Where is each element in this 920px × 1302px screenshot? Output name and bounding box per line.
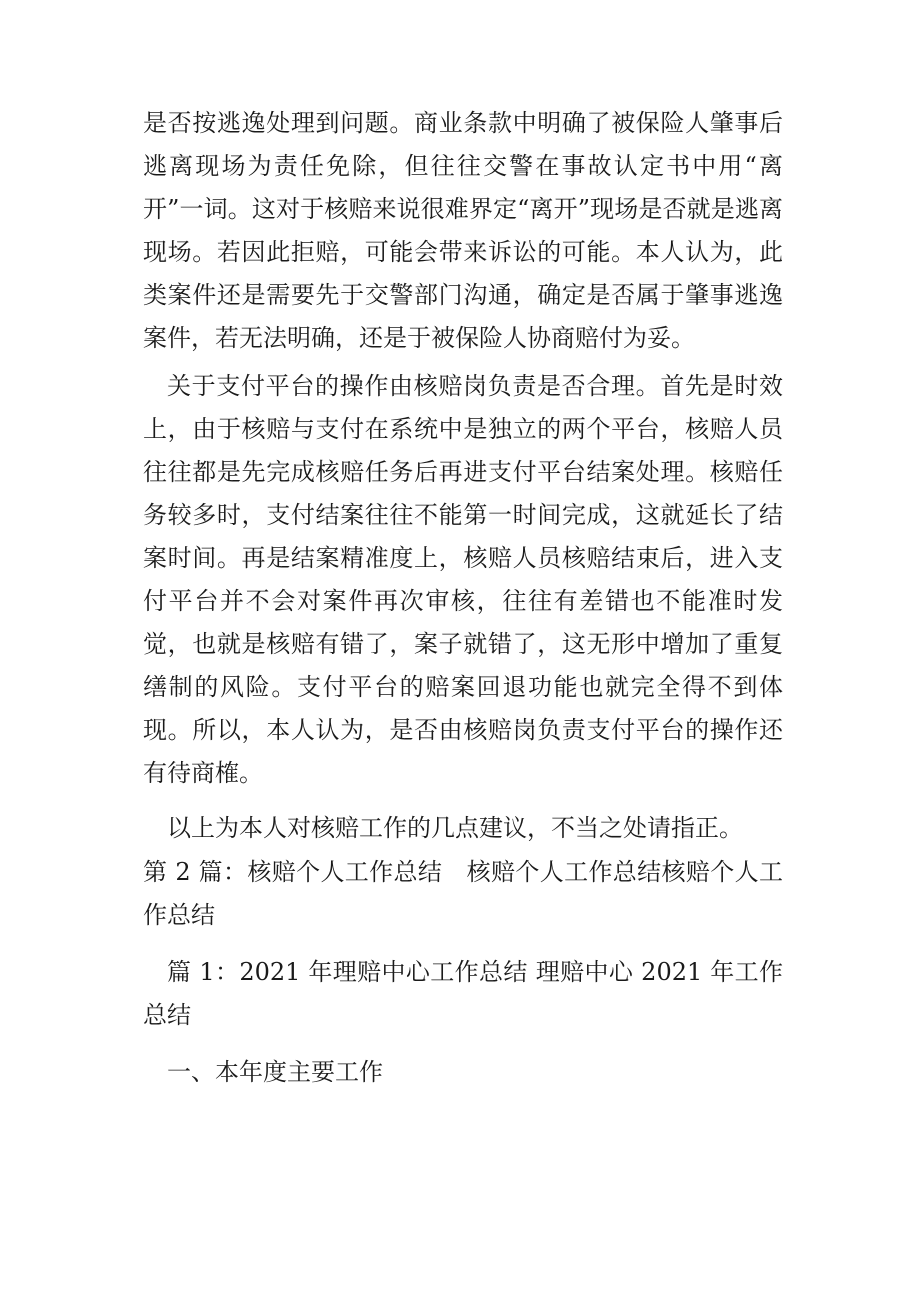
paragraph-closing-remark: 以上为本人对核赔工作的几点建议，不当之处请指正。 [167,814,743,842]
paragraph-escape-handling: 是否按逃逸处理到问题。商业条款中明确了被保险人肇事后逃离现场为责任免除，但往往交警在事故认定书中用“离开”一词。这对于核赔来说很难界定“离开”现场是否就是逃离现场。若因此拒赔，可能会带来诉讼的可能。本人认为，此类案件还是需要先于交警部门沟通，确定是否属于肇事逃逸案件，若无法明确，还是于被保险人协商赔付为妥。 [143,109,783,352]
section-heading-article-1: 篇 1：2021 年理赔中心工作总结 理赔中心 2021 年工作总结 [143,958,783,1029]
document-body [143,102,783,1094]
section-heading-article-2: 第 2 篇：核赔个人工作总结 核赔个人工作总结核赔个人工作总结 [143,858,783,929]
paragraph-payment-platform: 关于支付平台的操作由核赔岗负责是否合理。首先是时效上，由于核赔与支付在系统中是独立的两个平台，核赔人员往往都是先完成核赔任务后再进支付平台结案处理。核赔任务较多时，支付结案往往不能第一时间完成，这就延长了结案时间。再是结案精准度上，核赔人员核赔结束后，进入支付平台并不会对案件再次审核，往往有差错也不能准时发觉，也就是核赔有错了，案子就错了，这无形中增加了重复缮制的风险。支付平台的赔案回退功能也就完全得不到体现。所以，本人认为，是否由核赔岗负责支付平台的操作还有待商榷。 [143,372,783,787]
subheading-main-work: 一、本年度主要工作 [167,1058,383,1086]
